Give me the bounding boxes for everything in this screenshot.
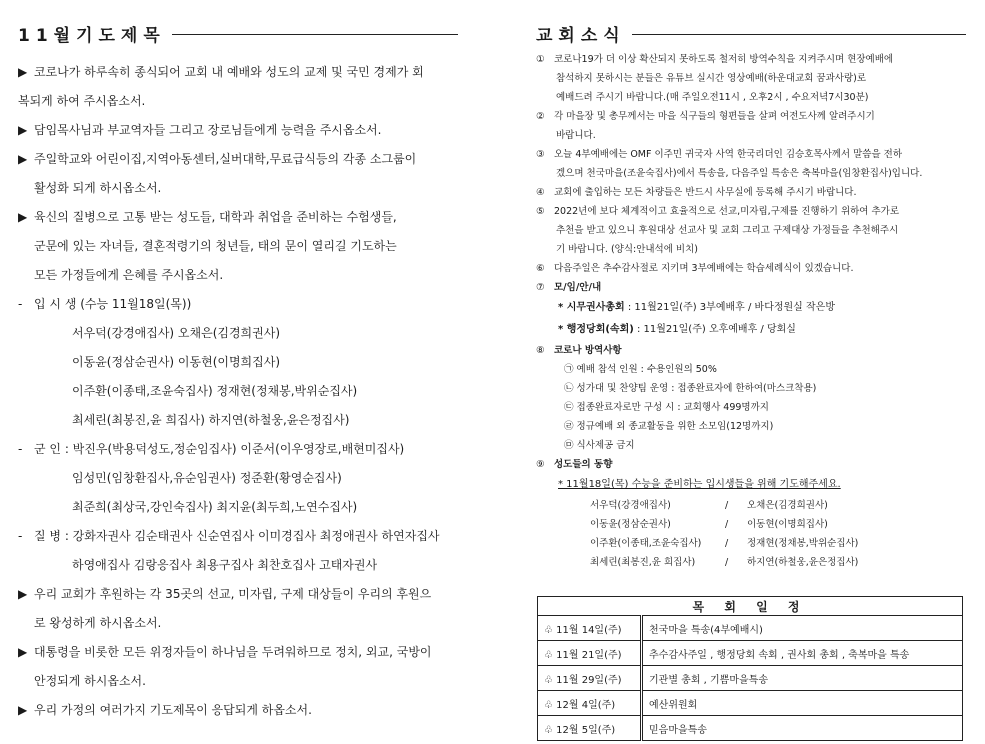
bullet-marker: ▶ xyxy=(18,123,28,137)
bullet-marker: ▶ xyxy=(18,152,28,166)
prayer-item xyxy=(18,261,458,290)
student-name: 이주환(이종태,조윤숙집사) xyxy=(590,538,702,549)
prayer-item xyxy=(18,203,458,232)
schedule-row xyxy=(538,616,963,641)
news-item-text: 2022년에 보다 체계적이고 효율적으로 선교,미자립,구제를 진행하기 위하여 추가로 xyxy=(554,206,900,217)
prayer-item-text: 로 왕성하게 하시옵소서. xyxy=(34,616,162,630)
prayer-item xyxy=(18,464,458,493)
news-item xyxy=(536,145,966,164)
sub-item-label: * 시무권사총회 xyxy=(558,302,625,313)
schedule-row xyxy=(538,641,963,666)
schedule-event: 믿음마을특송 xyxy=(642,716,963,741)
bullet-marker: ▶ xyxy=(18,587,28,601)
student-pair xyxy=(536,553,966,572)
prayer-item xyxy=(18,87,458,116)
line-text: 겠으며 천국마을(조윤숙집사)에서 특송을, 다음주일 특송은 축복마을(임창환집사)입니다. xyxy=(556,168,923,179)
prayer-item-text: 서우덕(강경애집사) 오채은(김경희권사) xyxy=(72,326,281,340)
line-text: * 11월18일(목) 수능을 준비하는 입시생들을 위해 기도해주세요. xyxy=(558,479,841,490)
schedule-date: ♧ 11월 29일(주) xyxy=(538,666,642,691)
prayer-item-text: 이주환(이종태,조윤숙집사) 정재현(정채봉,박위순집사) xyxy=(72,384,358,398)
news-item-continued xyxy=(536,164,966,183)
student-name: 이동현(이명희집사) xyxy=(747,519,828,530)
prayer-item-text: 코로나가 하루속히 종식되어 교회 내 예배와 성도의 교제 및 국민 경제가 회 xyxy=(34,65,424,79)
news-title: 교회소식 xyxy=(536,25,626,46)
sub-item xyxy=(536,474,966,496)
student-pair xyxy=(536,515,966,534)
prayer-item xyxy=(18,696,458,725)
student-name: 최세린(최봉진,윤 희집사) xyxy=(590,557,696,568)
news-item xyxy=(536,259,966,278)
schedule-title: 목 회 일 정 xyxy=(538,597,963,616)
prayer-item-text: 활성화 되게 하시옵소서. xyxy=(34,181,162,195)
line-text: 바랍니다. xyxy=(556,130,596,141)
bullet-marker: ▶ xyxy=(18,645,28,659)
line-text: ㉤ 식사제공 금지 xyxy=(564,440,635,451)
prayer-item xyxy=(18,232,458,261)
prayer-item-text: 대통령을 비롯한 모든 위정자들이 하나님을 두려워하므로 정치, 외교, 국방이 xyxy=(34,645,432,659)
news-item-continued xyxy=(536,126,966,145)
prayer-item-text: 질 병 : 강화자권사 김순태권사 신순연집사 이미경집사 최정애권사 하연자집사 xyxy=(34,529,440,543)
prayer-item xyxy=(18,377,458,406)
news-item-text: 성도들의 동향 xyxy=(554,459,613,470)
covid-rule xyxy=(536,379,966,398)
prayer-list xyxy=(18,58,458,725)
schedule-date: ♧ 11월 21일(주) xyxy=(538,641,642,666)
item-number: ⑦ xyxy=(536,282,545,293)
prayer-heading xyxy=(18,18,458,48)
prayer-item-text: 이동윤(정삼순권사) 이동현(이명희집사) xyxy=(72,355,281,369)
student-name: 하지연(하철웅,윤은정집사) xyxy=(747,557,859,568)
schedule-event: 예산위원회 xyxy=(642,691,963,716)
schedule-row xyxy=(538,691,963,716)
prayer-item-text: 복되게 하여 주시옵소서. xyxy=(18,94,146,108)
item-number: ⑨ xyxy=(536,459,545,470)
prayer-item-text: 입 시 생 (수능 11월18일(목)) xyxy=(34,297,192,311)
prayer-item-text: 안정되게 하시옵소서. xyxy=(34,674,146,688)
covid-rule xyxy=(536,417,966,436)
news-item xyxy=(536,50,966,69)
prayer-item-text: 임성민(임창환집사,유순임권사) 정준환(황영순집사) xyxy=(72,471,342,485)
news-item xyxy=(536,202,966,221)
bullet-marker: - xyxy=(18,529,23,543)
pair-separator: / xyxy=(725,557,729,568)
prayer-item-text: 모든 가정들에게 은혜를 주시옵소서. xyxy=(34,268,224,282)
prayer-item-text: 우리 교회가 후원하는 각 35곳의 선교, 미자립, 구제 대상들이 우리의 후원으 xyxy=(34,587,432,601)
heading-rule xyxy=(172,34,458,35)
item-number: ⑧ xyxy=(536,345,545,356)
news-item xyxy=(536,455,966,474)
prayer-title: 11월기도제목 xyxy=(18,25,166,46)
news-item-continued xyxy=(536,88,966,107)
schedule-row xyxy=(538,716,963,741)
sub-item-text: : 11월21일(주) 3부예배후 / 바다정원실 작은방 xyxy=(624,302,835,313)
prayer-item xyxy=(18,435,458,464)
line-text: ㉣ 정규예배 외 종교활동을 위한 소모임(12명까지) xyxy=(564,421,774,432)
prayer-item-text: 군문에 있는 자녀들, 결혼적령기의 청년들, 태의 문이 열리길 기도하는 xyxy=(34,239,397,253)
prayer-item-text: 담임목사님과 부교역자들 그리고 장로님들에게 능력을 주시옵소서. xyxy=(34,123,382,137)
news-heading xyxy=(536,18,966,48)
prayer-item xyxy=(18,522,458,551)
prayer-item xyxy=(18,319,458,348)
covid-rule xyxy=(536,398,966,417)
prayer-item xyxy=(18,348,458,377)
news-item-continued xyxy=(536,221,966,240)
heading-rule xyxy=(632,34,966,35)
news-item-text: 다음주일은 추수감사절로 지키며 3부예배에는 학습세례식이 있겠습니다. xyxy=(554,263,854,274)
student-name: 정재현(정채봉,박위순집사) xyxy=(747,538,859,549)
student-name: 서우덕(강경애집사) xyxy=(590,500,671,511)
news-item xyxy=(536,107,966,126)
sub-item xyxy=(536,319,966,341)
item-number: ④ xyxy=(536,187,545,198)
bullet-marker: ▶ xyxy=(18,703,28,717)
news-item-text: 코로나19가 더 이상 확산되지 못하도록 철저히 방역수칙을 지켜주시며 현장예배에 xyxy=(554,54,894,65)
prayer-item xyxy=(18,493,458,522)
schedule-date: ♧ 11월 14일(주) xyxy=(538,616,642,641)
prayer-item xyxy=(18,638,458,667)
prayer-item xyxy=(18,58,458,87)
news-item-text: 코로나 방역사항 xyxy=(554,345,622,356)
item-number: ① xyxy=(536,54,545,65)
prayer-item-text: 하영애집사 김랑응집사 최용구집사 최찬호집사 고태자권사 xyxy=(72,558,378,572)
news-item-text: 각 마을장 및 총무께서는 마을 식구들의 형편들을 살펴 여전도사께 알려주시기 xyxy=(554,111,875,122)
line-text: ㉢ 접종완료자로만 구성 시 : 교회행사 499명까지 xyxy=(564,402,769,413)
pair-separator: / xyxy=(725,500,729,511)
prayer-item-text: 최준희(최상국,강인숙집사) 최지윤(최두희,노연수집사) xyxy=(72,500,358,514)
news-item-text: 모/임/안/내 xyxy=(554,282,602,293)
bullet-marker: ▶ xyxy=(18,65,28,79)
item-number: ⑥ xyxy=(536,263,545,274)
item-number: ③ xyxy=(536,149,545,160)
bullet-marker: - xyxy=(18,297,23,311)
prayer-item-text: 육신의 질병으로 고통 받는 성도들, 대학과 취업을 준비하는 수험생들, xyxy=(34,210,397,224)
schedule-date: ♧ 12월 5일(주) xyxy=(538,716,642,741)
prayer-item xyxy=(18,551,458,580)
schedule-table xyxy=(537,596,963,741)
news-item-continued xyxy=(536,240,966,259)
news-item xyxy=(536,341,966,360)
line-text: 예배드려 주시기 바랍니다.(매 주일오전11시 , 오후2시 , 수요저녁7시30분) xyxy=(556,92,869,103)
item-number: ② xyxy=(536,111,545,122)
prayer-item xyxy=(18,580,458,609)
prayer-item xyxy=(18,667,458,696)
news-item-text: 교회에 출입하는 모든 차량들은 반드시 사무실에 등록해 주시기 바랍니다. xyxy=(554,187,857,198)
sub-item-text: : 11월21일(주) 오후예배후 / 당회실 xyxy=(633,324,796,335)
bullet-marker: - xyxy=(18,442,23,456)
line-text: 기 바랍니다. (양식:안내석에 비치) xyxy=(556,244,698,255)
schedule-date: ♧ 12월 4일(주) xyxy=(538,691,642,716)
pair-separator: / xyxy=(725,519,729,530)
covid-rule xyxy=(536,436,966,455)
prayer-item-text: 우리 가정의 여러가지 기도제목이 응답되게 하옵소서. xyxy=(34,703,312,717)
student-name: 이동윤(정삼순권사) xyxy=(590,519,671,530)
line-text: ㉠ 예배 참석 인원 : 수용인원의 50% xyxy=(564,364,717,375)
line-text: ㉡ 성가대 및 찬양팀 운영 : 접종완료자에 한하여(마스크착용) xyxy=(564,383,817,394)
schedule-event: 추수감사주일 , 행정당회 속회 , 권사회 총회 , 축복마을 특송 xyxy=(642,641,963,666)
schedule-event: 천국마을 특송(4부예배시) xyxy=(642,616,963,641)
item-number: ⑤ xyxy=(536,206,545,217)
prayer-item xyxy=(18,609,458,638)
prayer-item xyxy=(18,174,458,203)
sub-item-label: * 행정당회(속회) xyxy=(558,324,634,335)
prayer-item xyxy=(18,406,458,435)
news-list xyxy=(536,50,966,572)
student-name: 오채은(김경희권사) xyxy=(747,500,828,511)
prayer-item-text: 주일학교와 어린이집,지역아동센터,실버대학,무료급식등의 각종 소그룹이 xyxy=(34,152,417,166)
line-text: 추천을 받고 있으니 후원대상 선교사 및 교회 그리고 구제대상 가정들을 추천해주시 xyxy=(556,225,899,236)
news-item xyxy=(536,183,966,202)
prayer-column xyxy=(18,0,458,725)
covid-rule xyxy=(536,360,966,379)
student-pair xyxy=(536,534,966,553)
prayer-item-text: 최세린(최봉진,윤 희집사) 하지연(하철웅,윤은정집사) xyxy=(72,413,350,427)
news-item-continued xyxy=(536,69,966,88)
news-column xyxy=(536,0,966,572)
prayer-item-text: 군 인 : 박진우(박용덕성도,정순임집사) 이준서(이우영장로,배현미집사) xyxy=(34,442,405,456)
prayer-item xyxy=(18,145,458,174)
schedule-row xyxy=(538,666,963,691)
news-item-text: 오늘 4부예배에는 OMF 이주민 귀국자 사역 한국리더인 김승호목사께서 말씀을 전하 xyxy=(554,149,903,160)
pair-separator: / xyxy=(725,538,729,549)
prayer-item xyxy=(18,290,458,319)
news-item xyxy=(536,278,966,297)
schedule-event: 기관별 총회 , 기쁨마을특송 xyxy=(642,666,963,691)
prayer-item xyxy=(18,116,458,145)
sub-item xyxy=(536,297,966,319)
line-text: 참석하지 못하시는 분들은 유튜브 실시간 영상예배(하운대교회 꿈과사랑)로 xyxy=(556,73,867,84)
bullet-marker: ▶ xyxy=(18,210,28,224)
student-pair xyxy=(536,496,966,515)
